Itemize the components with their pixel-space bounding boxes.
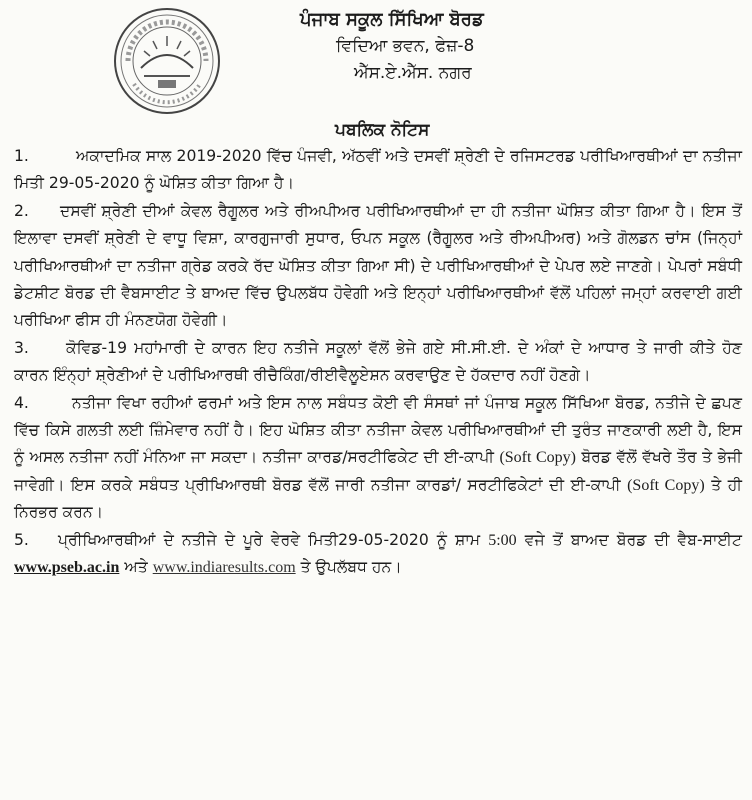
notice-body — [14, 143, 742, 582]
address-line-1: ਵਿਦਿਆ ਭਵਨ, ਫੇਜ਼-8 — [336, 36, 475, 56]
board-name: ਪੰਜਾਬ ਸਕੂਲ ਸਿੱਖਿਆ ਬੋਰਡ — [300, 9, 484, 30]
paragraph-text: ਪ੍ਰੀਖਿਆਰਥੀਆਂ ਦੇ ਨਤੀਜੇ ਦੇ ਪੂਰੇ ਵੇਰਵੇ ਮਿਤੀ29-05-2020 ਨੂੰ ਸ਼ਾਮ — [58, 530, 481, 549]
paragraph-text: ਦਸਵੀਂ ਸ਼੍ਰੇਣੀ ਦੀਆਂ ਕੇਵਲ ਰੈਗੂਲਰ ਅਤੇ ਰੀਅਪੀਅਰ ਪਰੀਖਿਆਰਥੀਆਂ ਦਾ ਹੀ ਨਤੀਜਾ ਘੋਸ਼ਿਤ ਕੀਤਾ ਗਿਆ ਹੈ। ਇਸ ਤੋਂ ਇਲਾਵਾ ਦਸਵੀਂ ਸ਼੍ਰੇਣੀ ਦੇ ਵਾਧੂ ਵਿਸ਼ਾ, ਕਾਰਗੁਜਾਰੀ ਸੁਧਾਰ, ਓਪਨ ਸਕੂਲ (ਰੈਗੂਲਰ ਅਤੇ ਰੀਅਪੀਅਰ) ਅਤੇ ਗੋਲਡਨ ਚਾਂਸ (ਜਿਨ੍ਹਾਂ ਪਰੀਖਿਆਰਥੀਆਂ ਦਾ ਨਤੀਜਾ ਗ੍ਰੇਡ ਕਰਕੇ ਰੱਦ ਘੋਸ਼ਿਤ ਕੀਤਾ ਗਿਆ ਸੀ) ਦੇ ਪਰੀਖਿਆਰਥੀਆਂ ਦੇ ਪੇਪਰ ਲਏ ਜਾਣਗੇ। ਪੇਪਰਾਂ ਸਬੰਧੀ ਡੇਟਸ਼ੀਟ ਬੋਰਡ ਦੀ ਵੈਬਸਾਈਟ ਤੇ ਬਾਅਦ ਵਿੱਚ ਉਪਲਬੱਧ ਹੋਵੇਗੀ ਅਤੇ ਇਨ੍ਹਾਂ ਪਰੀਖਿਆਰਥੀਆਂ ਵੱਲੋਂ ਪਹਿਲਾਂ ਜਮ੍ਹਾਂ ਕਰਵਾਈ ਗਈ ਪਰੀਖਿਆ ਫੀਸ ਹੀ ਮੰਨਣਯੋਗ ਹੋਵੇਗੀ। — [14, 201, 742, 330]
paragraph-text: ਨਤੀਜਾ ਵਿਖਾ ਰਹੀਆਂ ਫਰਮਾਂ ਅਤੇ ਇਸ ਨਾਲ ਸਬੰਧਤ ਕੋਈ ਵੀ ਸੰਸਥਾਂ ਜਾਂ ਪੰਜਾਬ ਸਕੂਲ ਸਿੱਖਿਆ ਬੋਰਡ, ਨਤੀਜੇ ਦੇ ਛਪਣ ਵਿੱਚ ਕਿਸੇ ਗਲਤੀ ਲਈ ਜ਼ਿੰਮੇਵਾਰ ਨਹੀਂ ਹੈ। ਇਹ ਘੋਸ਼ਿਤ ਕੀਤਾ ਨਤੀਜਾ ਕੇਵਲ ਪਰੀਖਿਆਰਥੀਆਂ ਦੀ ਤੁਰੰਤ ਜਾਣਕਾਰੀ ਲਈ ਹੈ, ਇਸ ਨੂੰ ਅਸਲ ਨਤੀਜਾ ਨਹੀਂ ਮੰਨਿਆ ਜਾ ਸਕਦਾ। ਨਤੀਜਾ ਕਾਰਡ/ਸਰਟੀਫਿਕੇਟ ਦੀ ਈ-ਕਾਪੀ — [14, 393, 742, 467]
paragraph-1 — [14, 143, 742, 198]
letterhead — [300, 6, 600, 87]
paragraph-text: ਬੋਰਡ ਵੱਲੋਂ ਵੱਖਰੇ ਤੌਰ ਤੇ ਭੇਜੀ ਜਾਵੇਗੀ। ਇਸ ਕਰਕੇ ਸਬੰਧਤ ਪ੍ਰੀਖਿਆਰਥੀ ਬੋਰਡ ਵੱਲੋਂ ਜਾਰੀ ਨਤੀਜਾ ਕਾਰਡਾਂ/ ਸਰਟੀਫਿਕੇਟਾਂ ਦੀ ਈ-ਕਾਪੀ — [14, 448, 742, 494]
time-value: 5:00 — [488, 531, 517, 549]
pseb-website-link[interactable]: www.pseb.ac.in — [14, 559, 120, 577]
paragraph-text: ਤੇ ਹੀ ਨਿਰਭਰ ਕਰਨ। — [14, 475, 742, 522]
paragraph-3 — [14, 335, 742, 390]
address-line-2: ਐੱਸ.ਏ.ਐੱਸ. ਨਗਰ — [354, 63, 472, 83]
soft-copy-label: (Soft Copy) — [499, 449, 576, 467]
soft-copy-label: (Soft Copy) — [627, 476, 705, 494]
paragraph-2 — [14, 198, 742, 335]
paragraph-text: ਅਕਾਦਮਿਕ ਸਾਲ 2019-2020 ਵਿੱਚ ਪੰਜਵੀ, ਅੱਠਵੀਂ ਅਤੇ ਦਸਵੀਂ ਸ਼੍ਰੇਣੀ ਦੇ ਰਜਿਸਟਰਡ ਪਰੀਖਿਆਰਥੀਆਂ ਦਾ ਨਤੀਜਾ ਮਿਤੀ 29-05-2020 ਨੂੰ ਘੋਸ਼ਿਤ ਕੀਤਾ ਗਿਆ ਹੈ। — [14, 147, 742, 193]
paragraph-number: 3. — [14, 338, 29, 357]
paragraph-number: 4. — [14, 393, 29, 412]
paragraph-4 — [14, 390, 742, 527]
paragraph-number: 2. — [14, 201, 29, 220]
notice-title: ਪਬਲਿਕ ਨੋਟਿਸ — [335, 120, 430, 140]
paragraph-number: 1. — [14, 147, 29, 165]
paragraph-5 — [14, 527, 742, 582]
paragraph-text: ਕੋਵਿਡ-19 ਮਹਾਂਮਾਰੀ ਦੇ ਕਾਰਨ ਇਹ ਨਤੀਜੇ ਸਕੂਲਾਂ ਵੱਲੋਂ ਭੇਜੇ ਗਏ ਸੀ.ਸੀ.ਈ. ਦੇ ਅੰਕਾਂ ਦੇ ਆਧਾਰ ਤੇ ਜਾਰੀ ਕੀਤੇ ਹੋਣ ਕਾਰਨ ਇੰਨ੍ਹਾਂ ਸ਼੍ਰੇਣੀਆਂ ਦੇ ਪਰੀਖਿਆਰਥੀ ਰੀਚੈਕਿੰਗ/ਰੀਈਵੈਲੂਏਸ਼ਨ ਕਰਵਾਉਣ ਦੇ ਹੱਕਦਾਰ ਨਹੀਂ ਹੋਣਗੇ। — [14, 338, 742, 385]
paragraph-text: ਵਜੇ ਤੋਂ ਬਾਅਦ ਬੋਰਡ ਦੀ ਵੈਬ-ਸਾਈਟ — [524, 530, 742, 549]
paragraph-text: ਅਤੇ — [124, 558, 148, 577]
board-logo-seal — [108, 6, 226, 116]
paragraph-text: ਤੇ ਉਪਲੱਬਧ ਹਨ। — [300, 558, 402, 577]
paragraph-number: 5. — [14, 530, 29, 549]
indiaresults-website-link[interactable]: www.indiaresults.com — [152, 559, 296, 577]
